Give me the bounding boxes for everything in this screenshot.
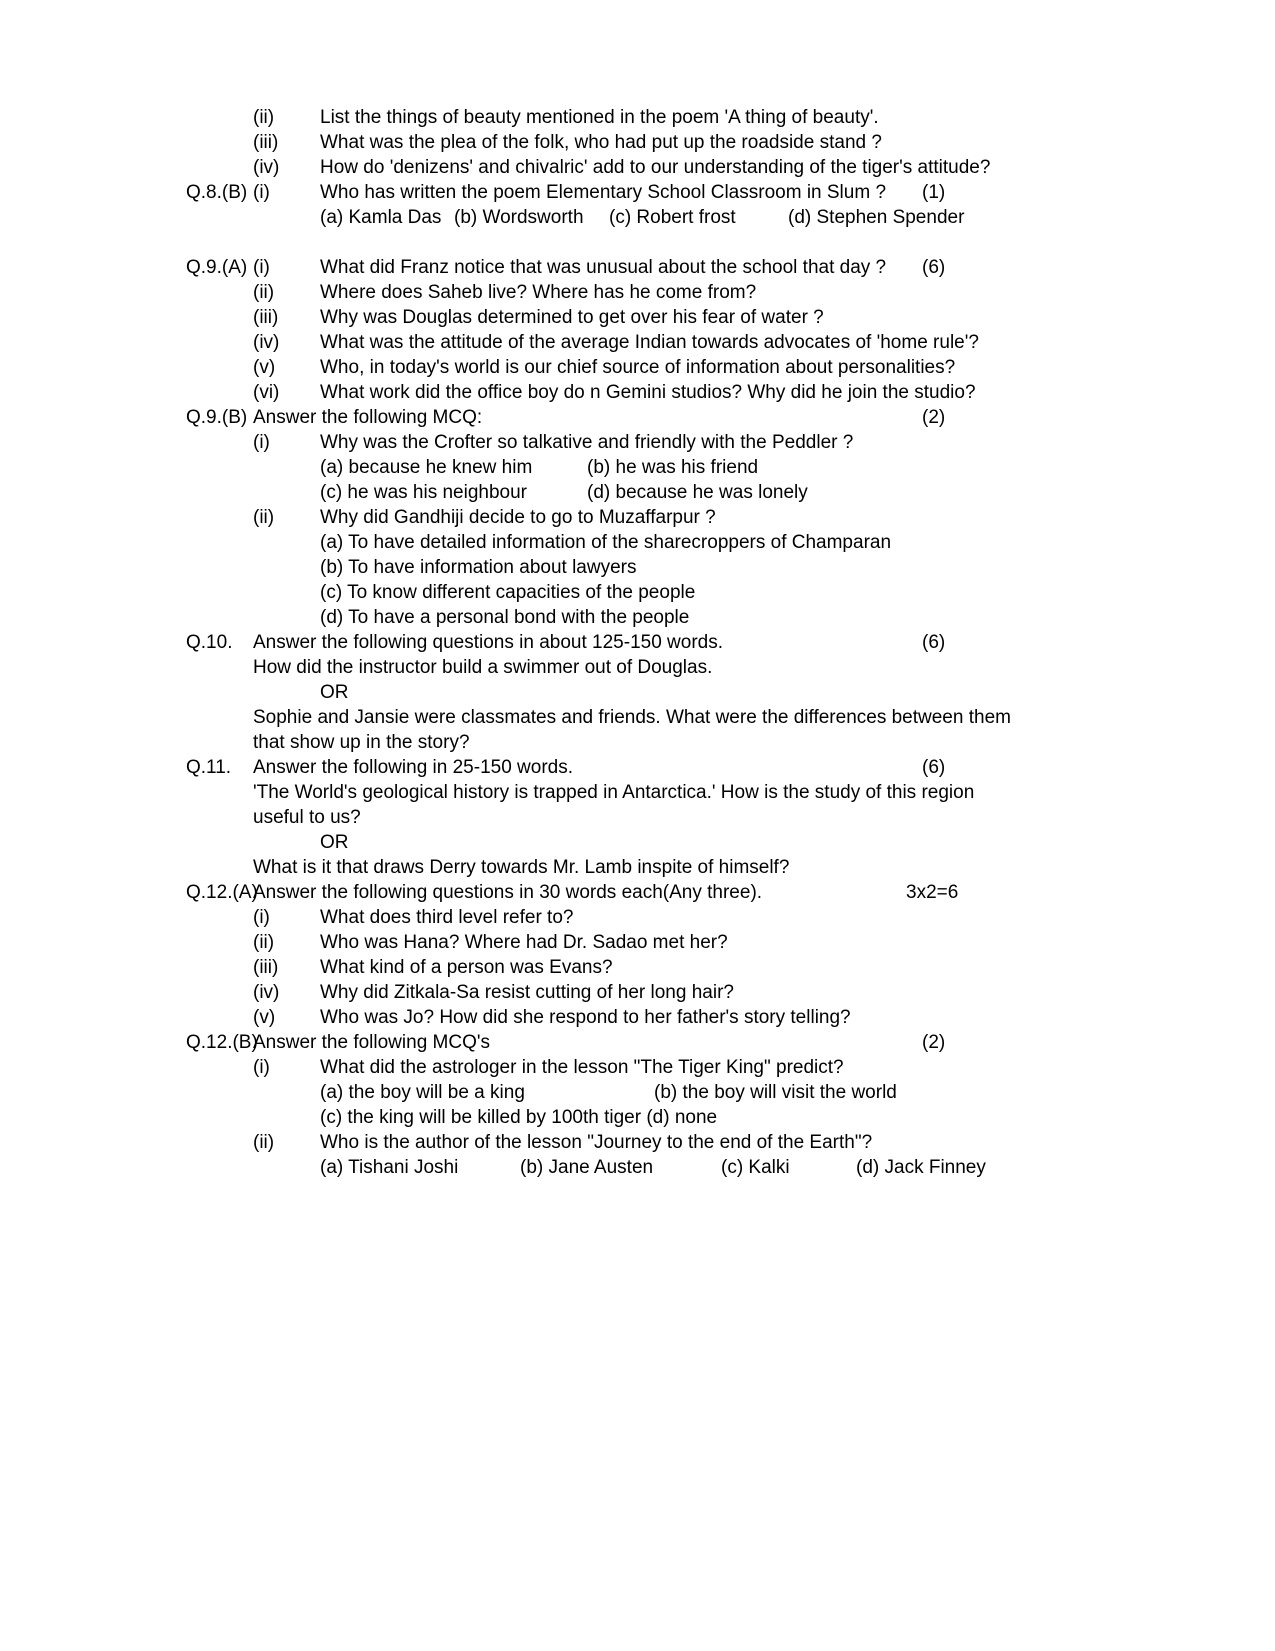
mcq-option: (b) Jane Austen [520, 1157, 654, 1178]
sub-question-number: (ii) [253, 282, 275, 303]
mcq-option: (c) Kalki [721, 1157, 790, 1178]
question-text: What did Franz notice that was unusual about the school that day ? [320, 257, 887, 278]
question-number: Q.8.(B) [186, 182, 248, 203]
sub-question-number: (i) [253, 257, 270, 278]
mcq-option: (d) because he was lonely [587, 482, 808, 503]
question-text: What work did the office boy do n Gemini studios? Why did he join the studio? [320, 382, 976, 403]
mcq-option: (a) the boy will be a king [320, 1082, 525, 1103]
question-text: Who was Jo? How did she respond to her father's story telling? [320, 1007, 851, 1028]
question-text: 'The World's geological history is trapped in Antarctica.' How is the study of this region [253, 782, 975, 803]
marks-label: (6) [922, 757, 946, 778]
question-text: Why did Zitkala-Sa resist cutting of her long hair? [320, 982, 734, 1003]
sub-question-number: (iv) [253, 982, 280, 1003]
marks-label: (1) [922, 182, 946, 203]
question-text: Who was Hana? Where had Dr. Sadao met her? [320, 932, 728, 953]
mcq-option: (c) Robert frost [609, 207, 736, 228]
mcq-option: (c) he was his neighbour [320, 482, 527, 503]
sub-question-number: (i) [253, 432, 270, 453]
sub-question-number: (ii) [253, 507, 275, 528]
question-text: Why was the Crofter so talkative and friendly with the Peddler ? [320, 432, 854, 453]
question-number: Q.12.(A) [186, 882, 258, 903]
question-text: How did the instructor build a swimmer out of Douglas. [253, 657, 713, 678]
question-number: Q.10. [186, 632, 233, 653]
sub-question-number: (iii) [253, 132, 279, 153]
sub-question-number: (iv) [253, 157, 280, 178]
question-text: What was the attitude of the average Indian towards advocates of 'home rule'? [320, 332, 979, 353]
question-text: What did the astrologer in the lesson "The Tiger King" predict? [320, 1057, 844, 1078]
question-number: Q.9.(A) [186, 257, 248, 278]
sub-question-number: (ii) [253, 932, 275, 953]
mcq-option: (a) To have detailed information of the sharecroppers of Champaran [320, 532, 892, 553]
mcq-option: (b) Wordsworth [454, 207, 584, 228]
mcq-option: (c) To know different capacities of the people [320, 582, 696, 603]
sub-question-number: (i) [253, 182, 270, 203]
question-text: Answer the following questions in 30 words each(Any three). [253, 882, 763, 903]
sub-question-number: (ii) [253, 1132, 275, 1153]
mcq-option: (d) Stephen Spender [788, 207, 965, 228]
mcq-option: (b) To have information about lawyers [320, 557, 637, 578]
question-text: List the things of beauty mentioned in the poem 'A thing of beauty'. [320, 107, 879, 128]
question-text: Sophie and Jansie were classmates and friends. What were the differences between them [253, 707, 1011, 728]
sub-question-number: (iv) [253, 332, 280, 353]
question-text: useful to us? [253, 807, 361, 828]
question-text: Answer the following in 25-150 words. [253, 757, 574, 778]
question-number: Q.11. [186, 757, 232, 778]
marks-label: (6) [922, 257, 946, 278]
marks-label: 3x2=6 [906, 882, 959, 903]
question-text: that show up in the story? [253, 732, 470, 753]
sub-question-number: (vi) [253, 382, 280, 403]
question-text: How do 'denizens' and chivalric' add to our understanding of the tiger's attitude? [320, 157, 991, 178]
sub-question-number: (ii) [253, 107, 275, 128]
mcq-option: (d) To have a personal bond with the people [320, 607, 690, 628]
sub-question-number: (i) [253, 1057, 270, 1078]
or-separator: OR [320, 682, 349, 703]
marks-label: (2) [922, 1032, 946, 1053]
mcq-option: (c) the king will be killed by 100th tiger (d) none [320, 1107, 718, 1128]
mcq-option: (d) Jack Finney [856, 1157, 986, 1178]
marks-label: (2) [922, 407, 946, 428]
mcq-option: (a) because he knew him [320, 457, 533, 478]
question-text: What was the plea of the folk, who had put up the roadside stand ? [320, 132, 882, 153]
mcq-option: (b) he was his friend [587, 457, 759, 478]
mcq-option: (a) Kamla Das [320, 207, 442, 228]
question-text: Where does Saheb live? Where has he come from? [320, 282, 757, 303]
question-text: What does third level refer to? [320, 907, 574, 928]
question-text: Who, in today's world is our chief source of information about personalities? [320, 357, 956, 378]
sub-question-number: (v) [253, 357, 276, 378]
question-text: Answer the following MCQ's [253, 1032, 490, 1053]
question-text: What kind of a person was Evans? [320, 957, 613, 978]
question-number: Q.9.(B) [186, 407, 248, 428]
or-separator: OR [320, 832, 349, 853]
question-number: Q.12.(B) [186, 1032, 258, 1053]
question-text: What is it that draws Derry towards Mr. Lamb inspite of himself? [253, 857, 790, 878]
sub-question-number: (iii) [253, 307, 279, 328]
question-text: Why was Douglas determined to get over his fear of water ? [320, 307, 824, 328]
mcq-option: (b) the boy will visit the world [654, 1082, 897, 1103]
question-text: Why did Gandhiji decide to go to Muzaffarpur ? [320, 507, 716, 528]
sub-question-number: (i) [253, 907, 270, 928]
question-text: Who has written the poem Elementary School Classroom in Slum ? [320, 182, 887, 203]
sub-question-number: (iii) [253, 957, 279, 978]
question-text: Who is the author of the lesson "Journey to the end of the Earth"? [320, 1132, 873, 1153]
sub-question-number: (v) [253, 1007, 276, 1028]
question-text: Answer the following questions in about 125-150 words. [253, 632, 724, 653]
mcq-option: (a) Tishani Joshi [320, 1157, 459, 1178]
marks-label: (6) [922, 632, 946, 653]
question-text: Answer the following MCQ: [253, 407, 483, 428]
